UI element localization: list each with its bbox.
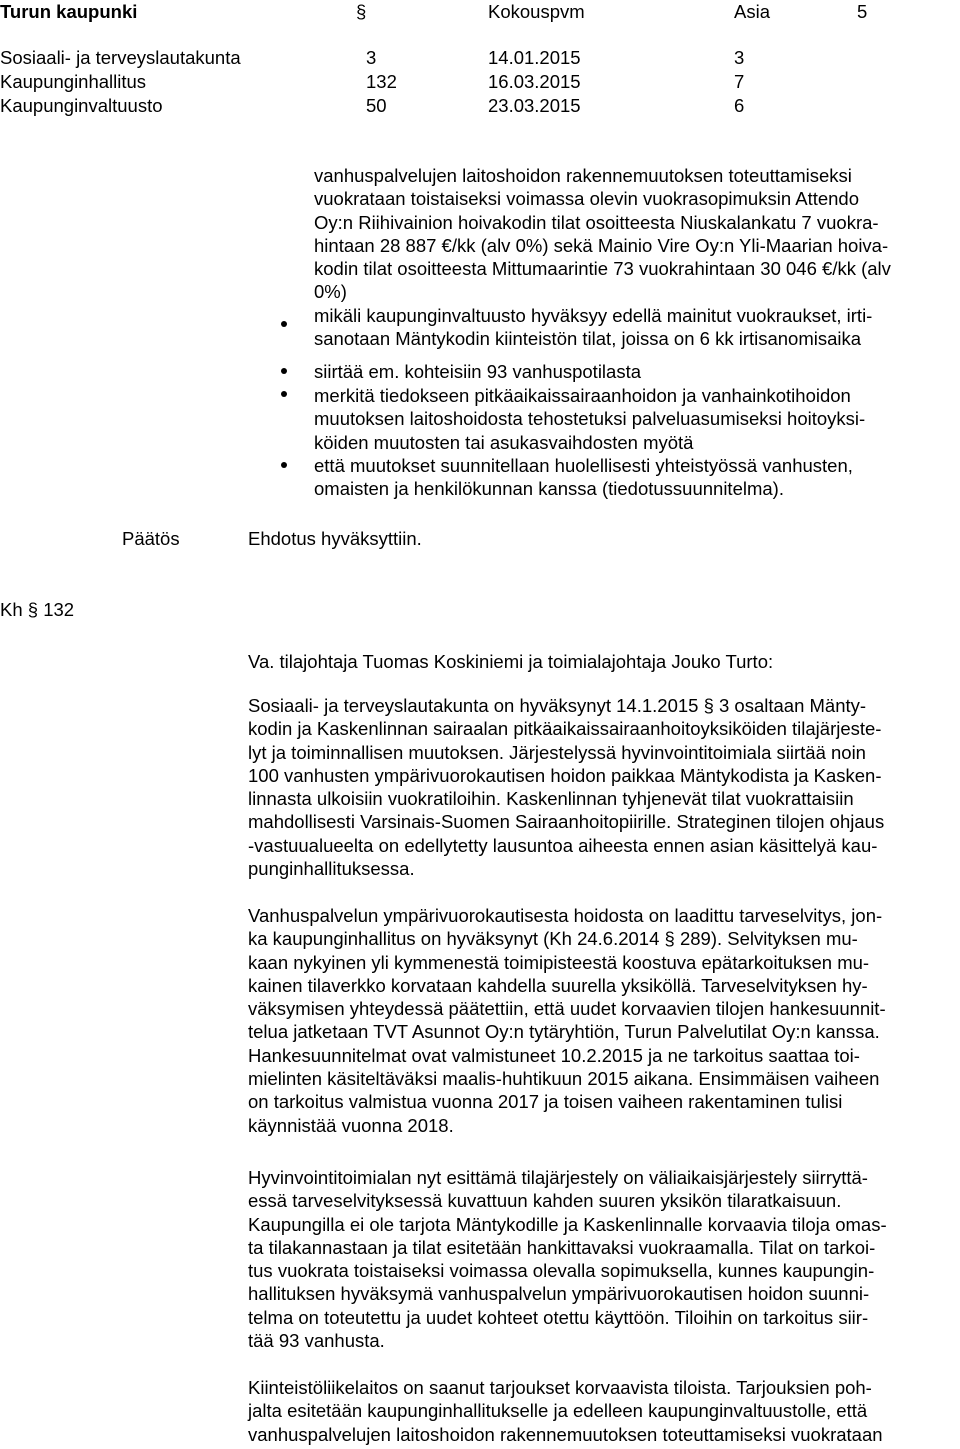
text-line: merkitä tiedokseen pitkäaikaissairaanhoidon ja vanhainkotihoidon — [314, 385, 851, 406]
body-name: Sosiaali- ja terveyslautakunta — [0, 47, 241, 68]
text-line: Oy:n Riihivainion hoivakodin tilat osoitteesta Niuskalankatu 7 vuokra- — [314, 211, 879, 233]
text-line: kainen tilaverkko korvataan kahdella suurella yksiköllä. Tarveselvityksen hy- — [248, 974, 868, 996]
text-line: käynnistää vuonna 2018. — [248, 1114, 454, 1136]
text-line: hintaan 28 887 €/kk (alv 0%) sekä Mainio Vire Oy:n Yli-Maarian hoiva- — [314, 234, 889, 256]
item-number: 7 — [734, 71, 745, 92]
text-line: Vanhuspalvelun ympärivuorokautisesta hoidosta on laadittu tarveselvitys, jon- — [248, 905, 883, 926]
bullet-icon — [281, 391, 287, 397]
text-line: mielinten käsiteltäväksi maalis-huhtikuun 2015 aikana. Ensimmäisen vaiheen — [248, 1068, 880, 1090]
kh-label: Kh — [0, 599, 23, 620]
text-line: kodin ja Kaskenlinnan sairaalan pitkäaikaissairaanhoitoyksiköiden tilajärjeste- — [248, 718, 882, 740]
text-line: ka kaupunginhallitus on hyväksynyt (Kh 24.6.2014 § 289). Selvityksen mu- — [248, 928, 858, 950]
text-line: kodin tilat osoitteesta Mittumaarintie 73 vuokrahintaan 30 046 €/kk (alv — [314, 258, 891, 280]
text-line: hallituksen hyväksymä vanhuspalvelun ympärivuorokautisen hoidon suunni- — [248, 1283, 870, 1305]
text-line: -vastuualueelta on edellytetty lausuntoa aiheesta ennen asian käsittelyä kau- — [248, 834, 878, 856]
presenter: Va. tilajohtaja Tuomas Koskiniemi ja toimialajohtaja Jouko Turto: — [248, 651, 774, 672]
text-line: essä tarveselvityksessä kuvattuun kahden suuren yksikön tilaratkaisuun. — [248, 1190, 842, 1212]
bullet-icon — [281, 321, 287, 327]
bullet-icon — [281, 462, 287, 468]
text-line: Sosiaali- ja terveyslautakunta on hyväksynyt 14.1.2015 § 3 osaltaan Mänty- — [248, 695, 867, 716]
paragraph-number: 50 — [366, 95, 387, 116]
section-symbol: § — [356, 1, 367, 22]
text-line: punginhallituksessa. — [248, 858, 415, 880]
body-paragraph — [248, 1166, 952, 1352]
text-line: kaan nykyinen yli kymmenestä toimipisteestä koostuva epätarkoituksen mu- — [248, 951, 870, 973]
body-name: Kaupunginhallitus — [0, 71, 147, 92]
body-paragraph — [248, 694, 952, 880]
text-line: vanhuspalvelujen laitoshoidon rakennemuutoksen toteuttamiseksi — [314, 165, 852, 186]
list-item — [314, 360, 954, 383]
text-line: köiden muutosten tai asukasvaihdosten myötä — [314, 431, 694, 453]
text-line: on tarkoitus valmistua vuonna 2017 ja toisen vaiheen rakentaminen tulisi — [248, 1091, 843, 1113]
text-line: mahdollisesti Varsinais-Suomen Sairaanhoitopiirille. Strateginen tilojen ohjaus — [248, 811, 885, 833]
text-line: Hyvinvointitoimialan nyt esittämä tilajärjestely on väliaikaisjärjestely siirryttä- — [248, 1167, 868, 1188]
item-number: 3 — [734, 47, 745, 68]
text-line: tää 93 vanhusta. — [248, 1330, 385, 1352]
item-number: 6 — [734, 95, 745, 116]
org-name: Turun kaupunki — [0, 1, 138, 22]
text-line: sanotaan Mäntykodin kiinteistön tilat, joissa on 6 kk irtisanomisaika — [314, 328, 862, 350]
text-line: telma on toteutettu ja uudet kohteet otettu käyttöön. Tiloihin on tarkoitus siir- — [248, 1306, 869, 1328]
list-item — [314, 454, 954, 501]
meeting-date: 23.03.2015 — [488, 95, 581, 116]
body-paragraph — [248, 1376, 952, 1446]
col-header-date: Kokouspvm — [488, 1, 585, 22]
text-line: Kiinteistöliikelaitos on saanut tarjoukset korvaavista tiloista. Tarjouksien poh- — [248, 1377, 872, 1398]
text-line: jalta esitetään kaupunginhallitukselle ja edelleen kaupunginvaltuustolle, että — [248, 1400, 868, 1422]
page-number: 5 — [857, 1, 868, 22]
text-line: linnasta ulkoisiin vuokratiloihin. Kaskenlinnan tyhjenevät tilat vuokrattaisiin — [248, 788, 854, 810]
intro-paragraph — [314, 164, 954, 304]
list-item — [314, 384, 954, 454]
text-line: Hankesuunnitelmat ovat valmistuneet 10.2.2015 ja ne tarkoitus saattaa toi- — [248, 1044, 860, 1066]
text-line: muutoksen laitoshoidosta tehostetuksi palveluasumiseksi hoitoyksi- — [314, 408, 866, 430]
kh-number: 132 — [43, 599, 75, 620]
paragraph-number: 132 — [366, 71, 397, 92]
text-line: Kaupungilla ei ole tarjota Mäntykodille ja Kaskenlinnalle korvaavia tiloja omas- — [248, 1213, 887, 1235]
meeting-date: 16.03.2015 — [488, 71, 581, 92]
text-line: mikäli kaupunginvaltuusto hyväksyy edellä mainitut vuokraukset, irti- — [314, 305, 873, 326]
text-line: ta tilakannastaan ja tilat esitetään hankittavaksi vuokraamalla. Tilat on tarkoi- — [248, 1236, 876, 1258]
kh-reference — [0, 598, 74, 622]
text-line: telua jatketaan TVT Asunnot Oy:n tytäryhtiön, Turun Palvelutilat Oy:n kanssa. — [248, 1021, 880, 1043]
bullet-icon — [281, 368, 287, 374]
text-line: lyt ja toiminnallisen muutoksen. Järjestelyssä hyvinvointitoimiala siirtää noin — [248, 741, 866, 763]
text-line: 0%) — [314, 281, 347, 303]
paragraph-number: 3 — [366, 47, 377, 68]
body-name: Kaupunginvaltuusto — [0, 95, 163, 116]
list-item — [314, 304, 954, 351]
body-paragraph — [248, 904, 952, 1137]
text-line: siirtää em. kohteisiin 93 vanhuspotilasta — [314, 361, 642, 382]
text-line: vuokrataan toistaiseksi voimassa olevin vuokrasopimuksin Attendo — [314, 188, 860, 210]
decision-label: Päätös — [122, 528, 180, 549]
text-line: väksymisen yhteydessä päätettiin, että uudet korvaavien tilojen hankesuunnit- — [248, 998, 886, 1020]
text-line: tus vuokrata toistaiseksi voimassa olevalla sopimuksella, kunnes kaupungin- — [248, 1260, 875, 1282]
text-line: vanhuspalvelujen laitoshoidon rakennemuutoksen toteuttamiseksi vuokrataan — [248, 1423, 883, 1445]
decision-text: Ehdotus hyväksyttiin. — [248, 528, 422, 549]
section-symbol: § — [27, 599, 39, 620]
meeting-date: 14.01.2015 — [488, 47, 581, 68]
text-line: omaisten ja henkilökunnan kanssa (tiedotussuunnitelma). — [314, 478, 784, 500]
col-header-item: Asia — [734, 1, 770, 22]
text-line: että muutokset suunnitellaan huolellisesti yhteistyössä vanhusten, — [314, 455, 853, 476]
text-line: 100 vanhusten ympärivuorokautisen hoidon paikkaa Mäntykodista ja Kasken- — [248, 764, 882, 786]
